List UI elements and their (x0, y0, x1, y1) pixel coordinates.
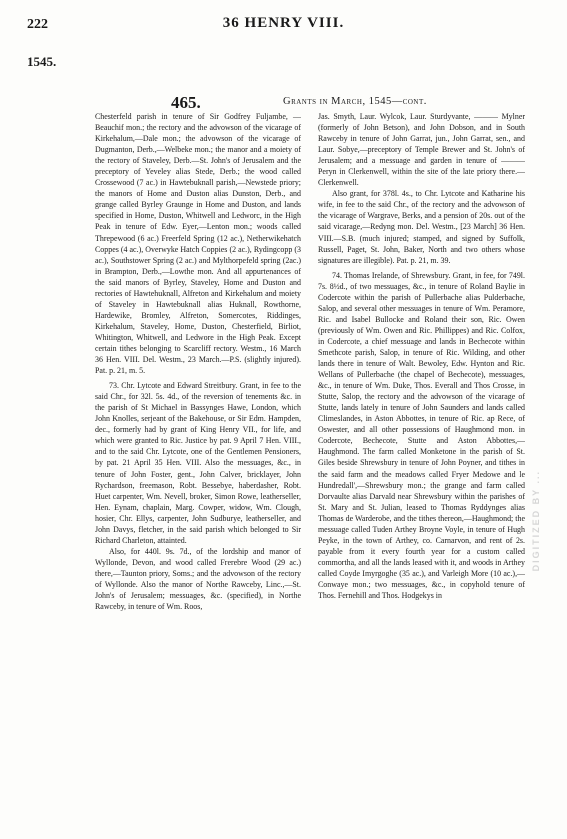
left-paragraph-2: 73. Chr. Lytcote and Edward Streitbury. Grant, in fee to the said Chr., for 32l. 5s. 4d., of the reversion of tenements &c. in the parish of St Michael in Bassynges Hawe, London, which John Knolles, serjeant of the Bakehouse, or Sir Edm. Hampden, dec., formerly had by grant of King Henry VII., for life, and which were granted to Ric. Justice by pat. 9 April 7 Hen. VIII., and to the said Chr. Lytcote, one of the Gentlemen Pensioners, by pat. 21 April 35 Hen. VIII. Also the messuages, &c., in tenure of John Foster, gent., John Calver, bricklayer, John Rychardson, freemason, Robt. Bessebye, haberdasher, Robt. Huet carpenter, Wm. Nevell, broker, Simon Rowe, leatherseller, Hen. Eynam, chaplain, Marg. Cowper, widow, Wm. Clough, hosier, Chr. Ellys, carpenter, John Sudburye, leatherseller, and John Davys, fletcher, in the said parish which belonged to Sir Richard Charleton, attainted. (95, 381, 301, 545)
right-paragraph-3: 74. Thomas Irelande, of Shrewsbury. Grant, in fee, for 749l. 7s. 8½d., of two messuages, &c., in tenure of Roland Baylie in Codercote within the parish of Pullerbache alias Pulderbache, Salop, and several other messuages in tenure of Wm. Peramore, Ric. and Isabel Bullocke and Roland their son, Ric. Owen (previously of Wm. Owen and Ric. Phillippes) and Ric. Colfox, in Codercote, a chief messuage and lands in Bechecote within Smethcote parish, Salop, in tenure of Ric. Wilding, and other lands there in tenure of Walt. Bewoley, Edw. Hynton and Ric. Wellans of Pullerbache (the chapel of Bechecote), messuages, &c., in tenure of Wm. Duke, Thos. Everall and Thos Crosse, in Stutte, Salop, the rectory and the advowson of the vicarage of Stutte, lands lately in tenure of John Saunders and lands called Climeslandes, in Aston Abbottes, in tenure of Ric. ap Rece, of Oswester, and all other possessions of Haughmond mon. in Codercote, Bechecote, Stutte and Aston Abbottes,—Haughmond. The farm called Monketone in the parish of St. Giles beside Shrewsbury in tenure of John Poyner, and tithes in the said farm and the meadows called Fryer Medowe and le Hundredall',—Shrewsbury mon.; the grange and farm called Dorvaulte alias Darvald near Shrewsbury within the parishes of St. Mary and St. Julian, leased to Thomas Ryddynges alias Thomas de Warderobe, and the tithes thereon,—Haughmond; the messuage called Tuden Arthey Broyne Voyle, in tenure of Hugh Peyke, in the town of Arthey, co. Carnarvon, and rent of 2s. payable from it every fourth year for a custom called commortha, and all the lands leased with it, and woods in Arthey called Coyde Imyrgoghe (35 ac.), and Varleigh More (10 ac.),—Conwaye mon.; two messuages, &c., in copyhold tenure of Thos. Fernehill and Thos. Hodgekys in (318, 270, 525, 601)
page-number: 222 (27, 17, 48, 32)
right-paragraph-2: Also grant, for 378l. 4s., to Chr. Lytcote and Katharine his wife, in fee to the said Chr., of the rectory and the advowson of the vicarage of Wargrave, Berks, and a pension of 20s. out of the said vicarage,—Redyng mon. Del. Westm., [23 March] 36 Hen. VIII.—S.B. (much injured; stamped, and signed by Suffolk, Russell, Paget, St. John, Baker, North and two others whose signatures are illegible). Pat. p. 21, m. 39. (318, 189, 525, 265)
entry-reference: 465. (171, 93, 201, 112)
left-paragraph-1: Chesterfeld parish in tenure of Sir Godfrey Fuljambe, —Beauchif mon.; the rectory and the advowson of the vicarage of Kirkehalum,—Dale mon.; the advowson of the vicarage of Dugmanton, Derb.,—Welbeke mon.; the manor and a moiety of the rectory of Staveley, Derb.—St. John's of Jerusalem and the preceptory of Yeveley alias Stede, Derb.; the wood called Crossewood (7 ac.) in Hawtebuknall parish,—Newstede priory; the manors of Home and Duston alias Dunston, Derb., and grange called Byrley Graunge in Home and Duston, and lands specified in Home, Duston, Whitwell and Ledworc, in the High Peak in tenure of Edw. Eyer,—Lenton mon.; woods called Threpewood (6 ac.) Freerfeld Spring (12 ac.), Netherwikehatch Coppes (4 ac.), Overwyke Hatch Coppies (2 ac.), Rydingcopp (3 ac.), Southstower Spring (2 ac.) and Mylthorpefeld spring (2ac.) in Brampton, Derb.,—Lowthe mon. And all appurtenances of the said manors of Byrley, Staveley, Home and Duston and rectories of Hawtehuknall, Alfreton and Kirkehalum and moiety of Staveley in Hawtebuknall alias Huknall, Rowthorne, Hardewike, Bromley, Alfreton, Somercotes, Riddinges, Kirkehalum, Staveley, Home, Duston, Chesterfield, Birliot, Whitington, Whitwell, and Ledwore in the High Peak. Except certain tithes belonging to Scarcliff rectory. Westm., 16 March 36 Hen. VIII. Del. Westm., 23 March.—P.S. (slightly injured). Pat. p. 21, m. 5. (95, 112, 301, 376)
running-title: 36 HENRY VIII. (222, 15, 345, 31)
digitization-watermark: DIGITIZED BY ... (531, 470, 541, 572)
section-title: Grants in March, 1545—cont. (283, 96, 427, 107)
right-paragraph-1: Jas. Smyth, Laur. Wylcok, Laur. Sturdyvante, ——— Mylner (formerly of John Betson), and John Dobson, and in South Rawceby in tenure of John Garrat, jun., John Garrat, sen., and Laur. Sobye,—preceptory of Temple Brewer and St. John's of Jerusalem; and a messuage and garden in tenure of ——— Peryn in Clerkenwell, within the site of the late priory there.—Clerkenwell. (318, 112, 525, 188)
right-column (318, 111, 525, 601)
year-margin: 1545. (27, 54, 57, 69)
left-paragraph-3: Also, for 440l. 9s. 7d., of the lordship and manor of Wyllonde, Devon, and wood called Frerebre Wood (29 ac.) there,—Taunton priory, Soms.; and the advowson of the rectory of Wyllonde. Also the manor of Northe Rawceby, Linc.,—St. John's of Jerusalem; messuages, &c. (specified), in Northe Rawceby, in tenure of Wm. Roos, (95, 546, 301, 612)
left-column (95, 111, 301, 612)
